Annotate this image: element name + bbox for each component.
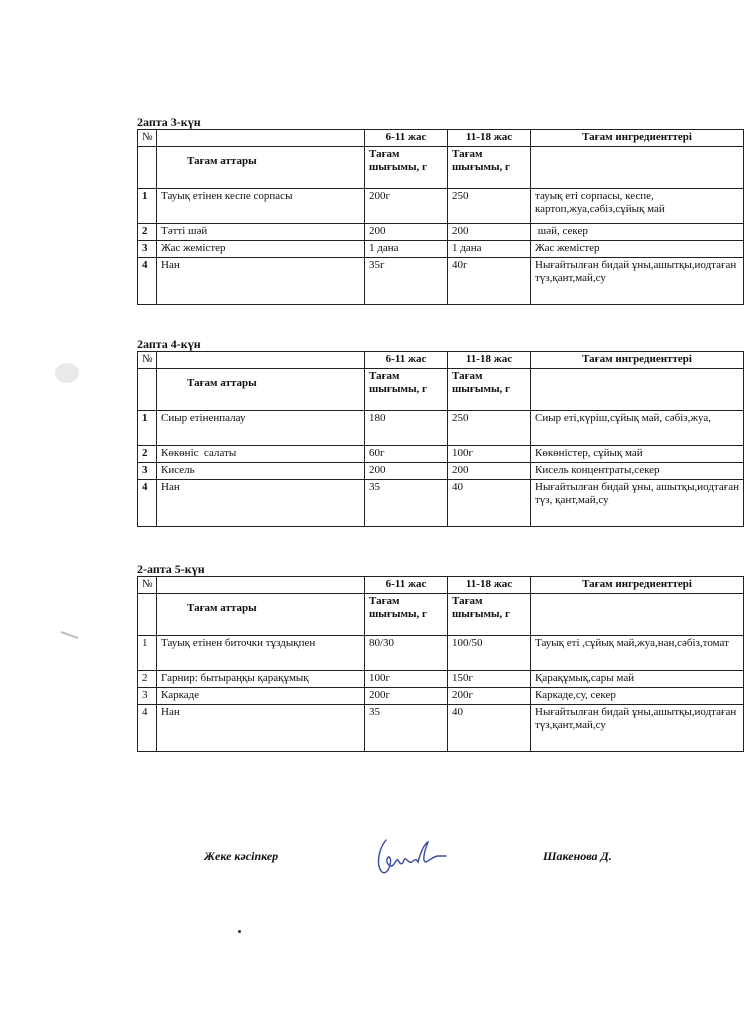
dish-name: Нан xyxy=(157,705,365,752)
dish-name: Көкөніс салаты xyxy=(157,446,365,463)
output-b: 1 дана xyxy=(448,241,531,258)
scan-dot xyxy=(238,930,241,933)
empty-cell xyxy=(531,369,744,411)
row-number: 4 xyxy=(138,480,157,527)
output-header-a: Тағам шығымы, г xyxy=(365,147,448,189)
subheader-row xyxy=(138,147,744,189)
output-b: 100/50 xyxy=(448,636,531,671)
subheader-row xyxy=(138,594,744,636)
output-a: 200г xyxy=(365,189,448,224)
table-row xyxy=(138,189,744,224)
table-row xyxy=(138,636,744,671)
table-row xyxy=(138,241,744,258)
output-b: 150г xyxy=(448,671,531,688)
ingredients: Нығайтылған бидай ұны,ашытқы,иодтаған түз,қант,май,су xyxy=(531,258,744,305)
dish-name: Гарнир: бытыраңқы қарақұмық xyxy=(157,671,365,688)
ingredients: Тауық еті ,сұйық май,жуа,нан,сәбіз,томат xyxy=(531,636,744,671)
dish-name-header: Тағам аттары xyxy=(157,594,365,636)
dish-name: Тауық етінен биточки тұздықпен xyxy=(157,636,365,671)
output-b: 100г xyxy=(448,446,531,463)
age-6-11-header: 6-11 жас xyxy=(365,577,448,594)
output-header-b: Тағам шығымы, г xyxy=(448,147,531,189)
output-a: 35г xyxy=(365,258,448,305)
output-b: 40 xyxy=(448,480,531,527)
output-b: 250 xyxy=(448,411,531,446)
row-number: 2 xyxy=(138,671,157,688)
age-6-11-header: 6-11 жас xyxy=(365,352,448,369)
menu-section-day-3 xyxy=(137,115,743,305)
num-header: № xyxy=(138,577,157,594)
output-b: 40г xyxy=(448,258,531,305)
handwritten-signature xyxy=(372,832,452,880)
empty-cell xyxy=(157,130,365,147)
ingredients-header: Тағам ингредиенттері xyxy=(531,352,744,369)
ingredients: Жас жемістер xyxy=(531,241,744,258)
row-number: 3 xyxy=(138,241,157,258)
subheader-row xyxy=(138,369,744,411)
table-row xyxy=(138,224,744,241)
ingredients: Нығайтылған бидай ұны,ашытқы,иодтаған түз,қант,май,су xyxy=(531,705,744,752)
output-header-b: Тағам шығымы, г xyxy=(448,369,531,411)
table-row xyxy=(138,258,744,305)
row-number: 3 xyxy=(138,463,157,480)
age-11-18-header: 11-18 жас xyxy=(448,130,531,147)
row-number: 1 xyxy=(138,636,157,671)
dish-name: Жас жемістер xyxy=(157,241,365,258)
output-a: 180 xyxy=(365,411,448,446)
age-6-11-header: 6-11 жас xyxy=(365,130,448,147)
row-number: 4 xyxy=(138,258,157,305)
row-number: 1 xyxy=(138,189,157,224)
table-row xyxy=(138,446,744,463)
output-b: 200 xyxy=(448,463,531,480)
dish-name: Тәтті шәй xyxy=(157,224,365,241)
num-header: № xyxy=(138,130,157,147)
output-b: 200г xyxy=(448,688,531,705)
header-row xyxy=(138,352,744,369)
output-a: 200г xyxy=(365,688,448,705)
row-number: 1 xyxy=(138,411,157,446)
output-a: 35 xyxy=(365,705,448,752)
num-header: № xyxy=(138,352,157,369)
table-row xyxy=(138,463,744,480)
empty-cell xyxy=(157,577,365,594)
dish-name-header: Тағам аттары xyxy=(157,147,365,189)
empty-cell xyxy=(531,147,744,189)
signatory-name: Шакенова Д. xyxy=(543,849,612,863)
empty-cell xyxy=(138,594,157,636)
empty-cell xyxy=(138,369,157,411)
table-row xyxy=(138,705,744,752)
dish-name: Нан xyxy=(157,480,365,527)
ingredients: Көкөністер, сұйық май xyxy=(531,446,744,463)
dish-name: Тауық етінен кеспе сорпасы xyxy=(157,189,365,224)
entrepreneur-label: Жеке кәсіпкер xyxy=(204,849,279,863)
menu-table xyxy=(137,351,744,527)
section-title: 2-апта 5-күн xyxy=(137,562,205,576)
ingredients: Қарақұмық,сары май xyxy=(531,671,744,688)
dish-name: Сиыр етіненпалау xyxy=(157,411,365,446)
menu-section-day-5 xyxy=(137,562,743,752)
output-a: 100г xyxy=(365,671,448,688)
age-11-18-header: 11-18 жас xyxy=(448,352,531,369)
output-b: 40 xyxy=(448,705,531,752)
table-row xyxy=(138,671,744,688)
menu-table xyxy=(137,576,744,752)
output-a: 80/30 xyxy=(365,636,448,671)
row-number: 2 xyxy=(138,224,157,241)
ingredients: шәй, секер xyxy=(531,224,744,241)
scan-mark xyxy=(60,630,80,642)
header-row xyxy=(138,577,744,594)
table-row xyxy=(138,411,744,446)
ingredients-header: Тағам ингредиенттері xyxy=(531,577,744,594)
output-b: 250 xyxy=(448,189,531,224)
dish-name: Нан xyxy=(157,258,365,305)
ingredients: Кисель концентраты,секер xyxy=(531,463,744,480)
table-row xyxy=(138,480,744,527)
empty-cell xyxy=(157,352,365,369)
output-header-b: Тағам шығымы, г xyxy=(448,594,531,636)
age-11-18-header: 11-18 жас xyxy=(448,577,531,594)
ingredients: Нығайтылған бидай ұны, ашытқы,иодтаған түз, қант,май,су xyxy=(531,480,744,527)
scan-smudge xyxy=(52,360,82,386)
dish-name: Кисель xyxy=(157,463,365,480)
output-a: 200 xyxy=(365,224,448,241)
row-number: 3 xyxy=(138,688,157,705)
table-row xyxy=(138,688,744,705)
output-a: 60г xyxy=(365,446,448,463)
output-header-a: Тағам шығымы, г xyxy=(365,369,448,411)
empty-cell xyxy=(531,594,744,636)
dish-name-header: Тағам аттары xyxy=(157,369,365,411)
menu-table xyxy=(137,129,744,305)
ingredients: Сиыр еті,күріш,сұйық май, сәбіз,жуа, xyxy=(531,411,744,446)
section-title: 2апта 4-күн xyxy=(137,337,201,351)
output-header-a: Тағам шығымы, г xyxy=(365,594,448,636)
dish-name: Каркаде xyxy=(157,688,365,705)
ingredients: Каркаде,су, секер xyxy=(531,688,744,705)
row-number: 2 xyxy=(138,446,157,463)
section-title: 2апта 3-күн xyxy=(137,115,201,129)
menu-section-day-4 xyxy=(137,337,743,527)
output-a: 200 xyxy=(365,463,448,480)
output-a: 35 xyxy=(365,480,448,527)
empty-cell xyxy=(138,147,157,189)
output-a: 1 дана xyxy=(365,241,448,258)
header-row xyxy=(138,130,744,147)
row-number: 4 xyxy=(138,705,157,752)
ingredients-header: Тағам ингредиенттері xyxy=(531,130,744,147)
output-b: 200 xyxy=(448,224,531,241)
ingredients: тауық еті сорпасы, кеспе, картоп,жуа,сәбіз,сұйық май xyxy=(531,189,744,224)
